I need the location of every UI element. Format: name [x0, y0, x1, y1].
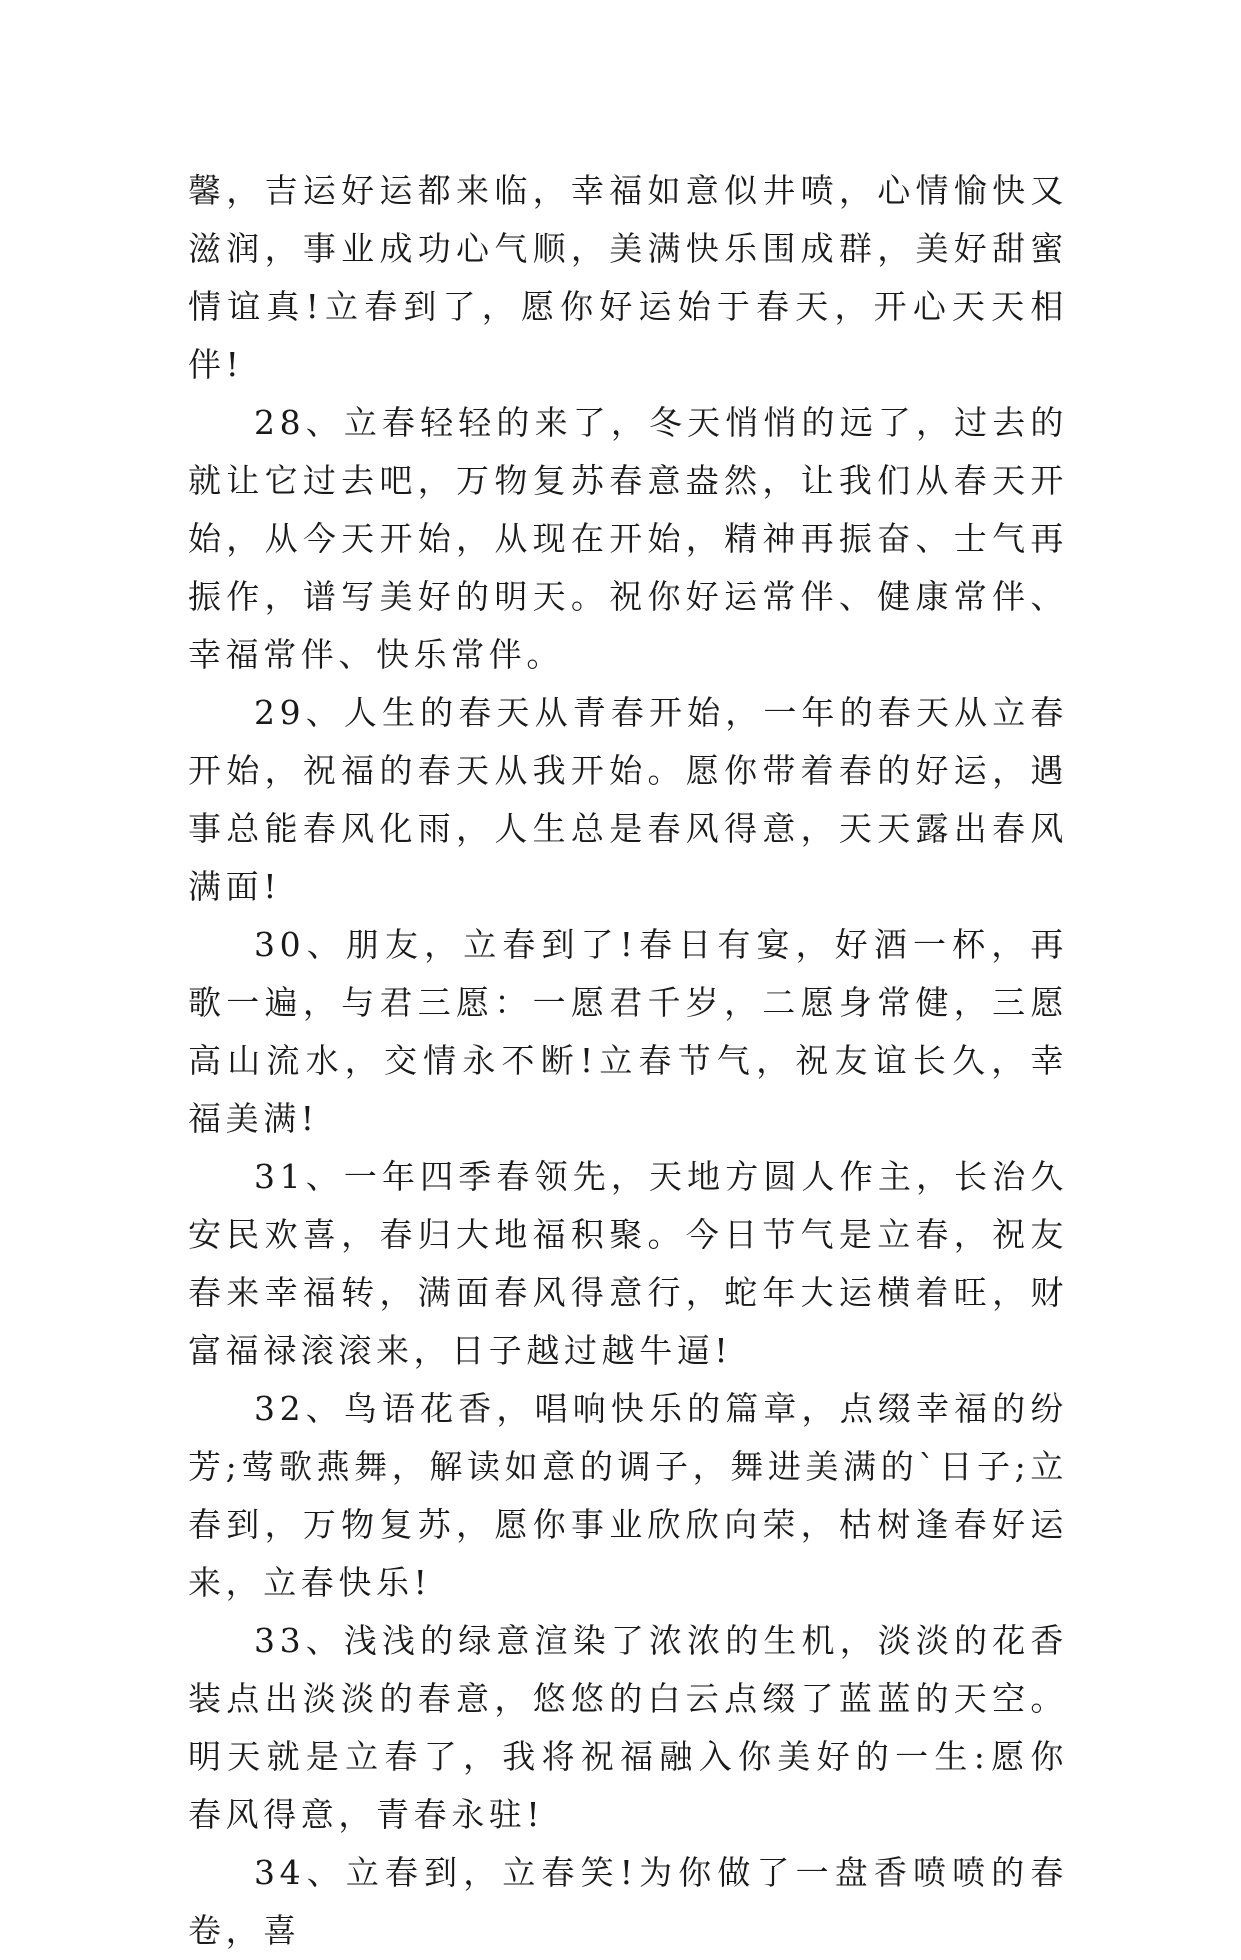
paragraph-item-33: 33、浅浅的绿意渲染了浓浓的生机，淡淡的花香装点出淡淡的春意，悠悠的白云点缀了蓝蓝的天空。明天就是立春了，我将祝福融入你美好的一生:愿你春风得意，青春永驻!	[188, 1621, 1068, 1834]
paragraph-item-29: 29、人生的春天从青春开始，一年的春天从立春开始，祝福的春天从我开始。愿你带着春的好运，遇事总能春风化雨，人生总是春风得意，天天露出春风满面!	[188, 693, 1068, 906]
paragraph-continued: 馨，吉运好运都来临，幸福如意似井喷，心情愉快又滋润，事业成功心气顺，美满快乐围成群，美好甜蜜情谊真!立春到了，愿你好运始于春天，开心天天相伴!	[188, 171, 1068, 384]
paragraph-item-32: 32、鸟语花香，唱响快乐的篇章，点缀幸福的纷芳;莺歌燕舞，解读如意的调子，舞进美满的`日子;立春到，万物复苏，愿你事业欣欣向荣，枯树逢春好运来，立春快乐!	[188, 1389, 1068, 1602]
paragraph-item-28: 28、立春轻轻的来了，冬天悄悄的远了，过去的就让它过去吧，万物复苏春意盎然，让我们从春天开始，从今天开始，从现在开始，精神再振奋、士气再振作，谱写美好的明天。祝你好运常伴、健康常伴、幸福常伴、快乐常伴。	[188, 403, 1068, 674]
paragraph-item-30: 30、朋友，立春到了!春日有宴，好酒一杯，再歌一遍，与君三愿：一愿君千岁，二愿身常健，三愿高山流水，交情永不断!立春节气，祝友谊长久，幸福美满!	[188, 925, 1068, 1138]
paragraph-item-34: 34、立春到，立春笑!为你做了一盘香喷喷的春卷，喜	[188, 1853, 1068, 1950]
paragraph-item-31: 31、一年四季春领先，天地方圆人作主，长治久安民欢喜，春归大地福积聚。今日节气是立春，祝友春来幸福转，满面春风得意行，蛇年大运横着旺，财富福禄滚滚来，日子越过越牛逼!	[188, 1157, 1068, 1370]
document-body	[188, 162, 1068, 1960]
